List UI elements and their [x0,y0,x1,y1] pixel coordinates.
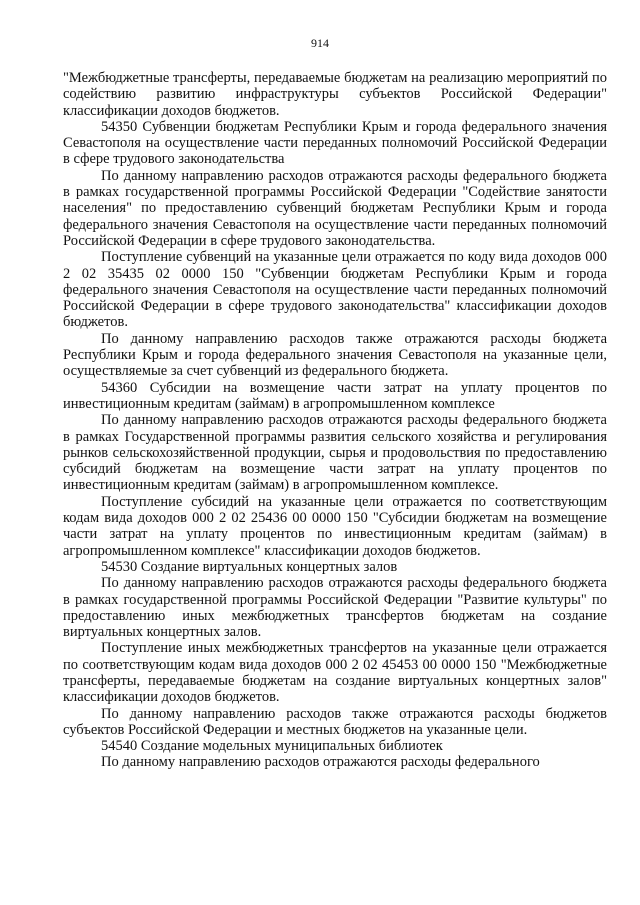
paragraph: "Межбюджетные трансферты, передаваемые бюджетам на реализацию мероприятий по содействию развитию инфраструктуры субъектов Российской Федерации" классификации доходов бюджетов. [63,70,607,119]
page-number: 914 [311,36,329,50]
paragraph: Поступление иных межбюджетных трансфертов на указанные цели отражается по соответствующим кодам вида доходов 000 2 02 45453 00 0000 150 "Межбюджетные трансферты, передаваемые бюджетам на создание виртуальных концертных залов" классификации доходов бюджетов. [63,640,607,706]
section-heading-54540: 54540 Создание модельных муниципальных библиотек [101,738,443,755]
paragraph: Поступление субсидий на указанные цели отражается по соответствующим кодам вида доходов 000 2 02 25436 00 0000 150 "Субсидии бюджетам на возмещение части затрат на уплату процентов по инвестиционным кредитам (займам) в агропромышленном комплексе" классификации доходов бюджетов. [63,493,607,559]
paragraph: По данному направлению расходов отражаются расходы федерального бюджета в рамках Государственной программы развития сельского хозяйства и регулирования рынков сельскохозяйственной продукции, сырья и продовольствия по предоставлению субсидий бюджетам на возмещение части затрат на уплату процентов по инвестиционным кредитам (займам) в агропромышленном комплексе. [63,412,607,494]
paragraph: Поступление субвенций на указанные цели отражается по коду вида доходов 000 2 02 35435 02 0000 150 "Субвенции бюджетам Республики Крым и города федерального значения Севастополя на осуществление части переданных полномочий Российской Федерации в сфере трудового законодательства" классификации доходов бюджетов. [63,249,607,331]
paragraph: По данному направлению расходов отражаются расходы федерального бюджета в рамках государственной программы Российской Федерации "Развитие культуры" по предоставлению иных межбюджетных трансфертов бюджетам на создание виртуальных концертных залов. [63,575,607,641]
paragraph: По данному направлению расходов также отражаются расходы бюджетов субъектов Российской Федерации и местных бюджетов на указанные цели. [63,705,607,738]
document-body [63,70,607,771]
section-heading-54360: 54360 Субсидии на возмещение части затрат на уплату процентов по инвестиционным кредитам (займам) в агропромышленном комплексе [63,379,607,412]
section-heading-54350: 54350 Субвенции бюджетам Республики Крым и города федерального значения Севастополя на осуществление части переданных полномочий Российской Федерации в сфере трудового законодательства [63,118,607,168]
paragraph: По данному направлению расходов отражаются расходы федерального [101,754,540,771]
section-heading-54530: 54530 Создание виртуальных концертных залов [101,558,398,575]
paragraph: По данному направлению расходов также отражаются расходы бюджета Республики Крым и города федерального значения Севастополя на указанные цели, осуществляемые за счет субвенций из федерального бюджета. [63,330,607,380]
paragraph: По данному направлению расходов отражаются расходы федерального бюджета в рамках государственной программы Российской Федерации "Содействие занятости населения" по предоставлению субвенций бюджетам Республики Крым и города федерального значения Севастополя на осуществление части переданных полномочий Российской Федерации в сфере трудового законодательства. [63,167,607,249]
